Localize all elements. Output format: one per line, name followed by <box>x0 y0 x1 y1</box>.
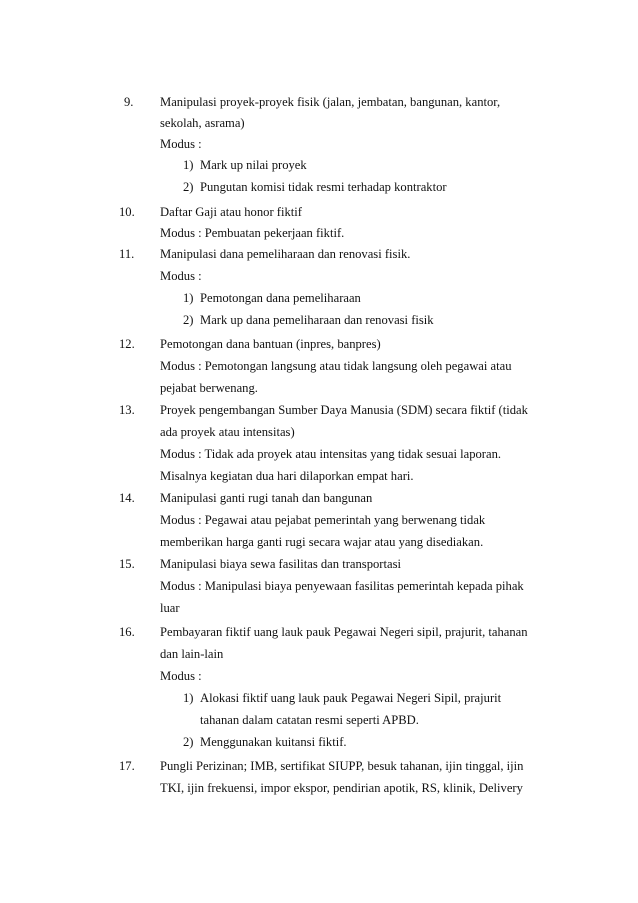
item-number: 12. <box>119 337 135 351</box>
item-number: 9. <box>124 95 134 109</box>
item-number: 16. <box>119 625 135 639</box>
item-text: Proyek pengembangan Sumber Daya Manusia (SDM) secara fiktif (tidak <box>160 403 528 417</box>
item-text: Pungli Perizinan; IMB, sertifikat SIUPP, besuk tahanan, ijin tinggal, ijin <box>160 759 524 773</box>
item-text: Manipulasi dana pemeliharaan dan renovasi fisik. <box>160 247 411 261</box>
modus-text: Modus : Tidak ada proyek atau intensitas yang tidak sesuai laporan. <box>160 447 502 461</box>
modus-text: pejabat berwenang. <box>160 381 258 395</box>
item-text: Manipulasi proyek-proyek fisik (jalan, jembatan, bangunan, kantor, <box>160 95 501 109</box>
subitem-text: Menggunakan kuitansi fiktif. <box>200 735 347 749</box>
subitem-text: Mark up dana pemeliharaan dan renovasi fisik <box>200 313 434 327</box>
modus-label: Modus : <box>160 269 202 283</box>
subitem-number: 1) <box>183 291 194 305</box>
item-text: TKI, ijin frekuensi, impor ekspor, pendirian apotik, RS, klinik, Delivery <box>160 781 523 795</box>
modus-text: Modus : Pegawai atau pejabat pemerintah yang berwenang tidak <box>160 513 486 527</box>
item-text: Pembayaran fiktif uang lauk pauk Pegawai Negeri sipil, prajurit, tahanan <box>160 625 528 639</box>
item-text: Manipulasi biaya sewa fasilitas dan transportasi <box>160 557 401 571</box>
subitem-number: 2) <box>183 313 194 327</box>
modus-text: Misalnya kegiatan dua hari dilaporkan empat hari. <box>160 469 414 483</box>
subitem-text: Pemotongan dana pemeliharaan <box>200 291 361 305</box>
item-text: Daftar Gaji atau honor fiktif <box>160 205 302 219</box>
subitem-text: Alokasi fiktif uang lauk pauk Pegawai Negeri Sipil, prajurit <box>200 691 502 705</box>
item-text: Manipulasi ganti rugi tanah dan bangunan <box>160 491 373 505</box>
item-number: 13. <box>119 403 135 417</box>
item-number: 17. <box>119 759 135 773</box>
item-number: 10. <box>119 205 135 219</box>
subitem-text: tahanan dalam catatan resmi seperti APBD. <box>200 713 419 727</box>
item-number: 14. <box>119 491 135 505</box>
modus-text: memberikan harga ganti rugi secara wajar atau yang disediakan. <box>160 535 484 549</box>
modus-text: Modus : Pembuatan pekerjaan fiktif. <box>160 226 345 240</box>
subitem-text: Pungutan komisi tidak resmi terhadap kontraktor <box>200 180 447 194</box>
modus-label: Modus : <box>160 137 202 151</box>
item-text: ada proyek atau intensitas) <box>160 425 295 439</box>
modus-text: luar <box>160 601 180 615</box>
modus-text: Modus : Manipulasi biaya penyewaan fasilitas pemerintah kepada pihak <box>160 579 524 593</box>
subitem-number: 1) <box>183 158 194 172</box>
subitem-number: 2) <box>183 735 194 749</box>
subitem-text: Mark up nilai proyek <box>200 158 307 172</box>
subitem-number: 2) <box>183 180 194 194</box>
item-number: 11. <box>119 247 135 261</box>
subitem-number: 1) <box>183 691 194 705</box>
item-text: sekolah, asrama) <box>160 116 245 130</box>
item-text: Pemotongan dana bantuan (inpres, banpres) <box>160 337 381 351</box>
item-text: dan lain-lain <box>160 647 224 661</box>
modus-text: Modus : Pemotongan langsung atau tidak langsung oleh pegawai atau <box>160 359 512 373</box>
modus-label: Modus : <box>160 669 202 683</box>
item-number: 15. <box>119 557 135 571</box>
